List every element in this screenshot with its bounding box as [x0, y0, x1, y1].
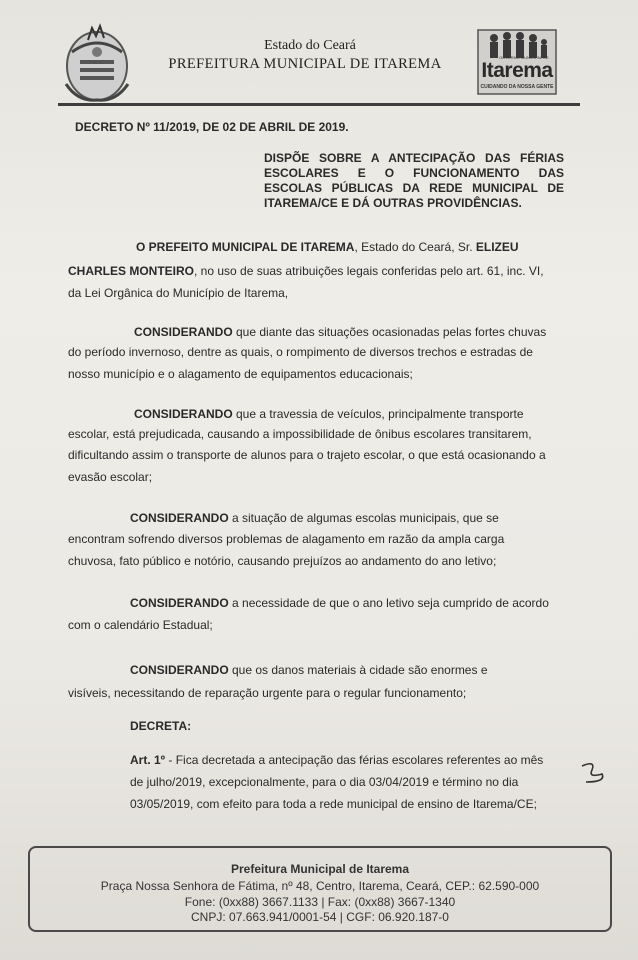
considerando-first-line	[130, 660, 488, 680]
considerando-line: com o calendário Estadual;	[68, 618, 213, 632]
logo-top-text: GOVERNO MUNICIPAL DE	[499, 55, 549, 60]
preamble-name: CHARLES MONTEIRO	[68, 264, 194, 278]
preamble-line-2	[68, 261, 544, 281]
ementa-line: DISPÕE SOBRE A ANTECIPAÇÃO DAS FÉRIAS	[264, 151, 564, 165]
decreta-label: DECRETA:	[130, 719, 192, 733]
article-line: de julho/2019, excepcionalmente, para o dia 03/04/2019 e término no dia	[130, 775, 519, 789]
preamble-authority: O PREFEITO MUNICIPAL DE ITAREMA	[136, 240, 355, 254]
considerando-text: que diante das situações ocasionadas pelas fortes chuvas	[232, 325, 547, 339]
article-line: 03/05/2019, com efeito para toda a rede municipal de ensino de Itarema/CE;	[130, 797, 537, 811]
considerando-line: dificultando assim o transporte de alunos para o trajeto escolar, o que está ocasionando a	[68, 448, 546, 462]
considerando-first-line	[130, 593, 549, 613]
handwritten-mark-icon	[578, 758, 608, 786]
considerando-text: que a travessia de veículos, principalmente transporte	[232, 407, 524, 421]
article-label: Art. 1º	[130, 753, 166, 767]
considerando-label: CONSIDERANDO	[130, 663, 229, 677]
considerando-label: CONSIDERANDO	[130, 511, 229, 525]
considerando-label: CONSIDERANDO	[134, 325, 233, 339]
letterhead	[0, 0, 638, 110]
footer-address: Praça Nossa Senhora de Fátima, nº 48, Centro, Itarema, Ceará, CEP.: 62.590-000	[100, 879, 540, 893]
ementa-line: ESCOLARES E O FUNCIONAMENTO DAS	[264, 166, 564, 180]
considerando-label: CONSIDERANDO	[134, 407, 233, 421]
header-prefeitura: PREFEITURA MUNICIPAL DE ITAREMA	[168, 56, 442, 72]
considerando-first-line	[134, 404, 524, 424]
considerando-line: do período invernoso, dentre as quais, o rompimento de diversos trechos e estradas de	[68, 345, 533, 359]
logo-name: Itarema	[481, 59, 553, 82]
footer-name: Prefeitura Municipal de Itarema	[230, 862, 410, 876]
considerando-line: nosso município e o alagamento de equipamentos educacionais;	[68, 367, 413, 381]
considerando-line: evasão escolar;	[68, 470, 153, 484]
considerando-first-line	[130, 508, 499, 528]
considerando-first-line	[134, 322, 546, 342]
considerando-line: escolar, está prejudicada, causando a impossibilidade de ônibus escolares transitarem,	[68, 427, 532, 441]
preamble-text: , no uso de suas atribuições legais conferidas pelo art. 61, inc. VI,	[194, 264, 544, 278]
ementa-line: ITAREMA/CE E DÁ OUTRAS PROVIDÊNCIAS.	[264, 196, 522, 210]
article-1-first-line	[130, 750, 543, 770]
preamble-name: ELIZEU	[475, 240, 519, 254]
ementa-line: ESCOLAS PÚBLICAS DA REDE MUNICIPAL DE	[264, 181, 564, 195]
municipal-crest-icon	[58, 22, 136, 104]
logo-slogan: CUIDANDO DA NOSSA GENTE	[480, 84, 554, 90]
considerando-text: a necessidade de que o ano letivo seja cumprido de acordo	[228, 596, 549, 610]
itarema-logo	[474, 26, 560, 98]
header-state: Estado do Ceará	[264, 38, 356, 53]
preamble-line-3: da Lei Orgânica do Município de Itarema,	[68, 286, 289, 300]
considerando-line: encontram sofrendo diversos problemas de alagamento em razão da ampla carga	[68, 532, 505, 546]
considerando-label: CONSIDERANDO	[130, 596, 229, 610]
footer-ids: CNPJ: 07.663.941/0001-54 | CGF: 06.920.187-0	[191, 910, 449, 924]
preamble-text: , Estado do Ceará, Sr.	[354, 240, 476, 254]
article-text: - Fica decretada a antecipação das férias escolares referentes ao mês	[165, 753, 544, 767]
considerando-text: a situação de algumas escolas municipais, que se	[228, 511, 499, 525]
considerando-text: que os danos materiais à cidade são enormes e	[228, 663, 488, 677]
considerando-line: visíveis, necessitando de reparação urgente para o regular funcionamento;	[68, 686, 467, 700]
footer-phone: Fone: (0xx88) 3667.1133 | Fax: (0xx88) 3667-1340	[184, 895, 456, 909]
decree-title: DECRETO Nº 11/2019, DE 02 DE ABRIL DE 2019.	[75, 120, 349, 134]
header-divider	[58, 103, 580, 106]
considerando-line: chuvosa, fato público e notório, causando prejuízos ao andamento do ano letivo;	[68, 554, 497, 568]
preamble-line-1	[136, 237, 566, 257]
